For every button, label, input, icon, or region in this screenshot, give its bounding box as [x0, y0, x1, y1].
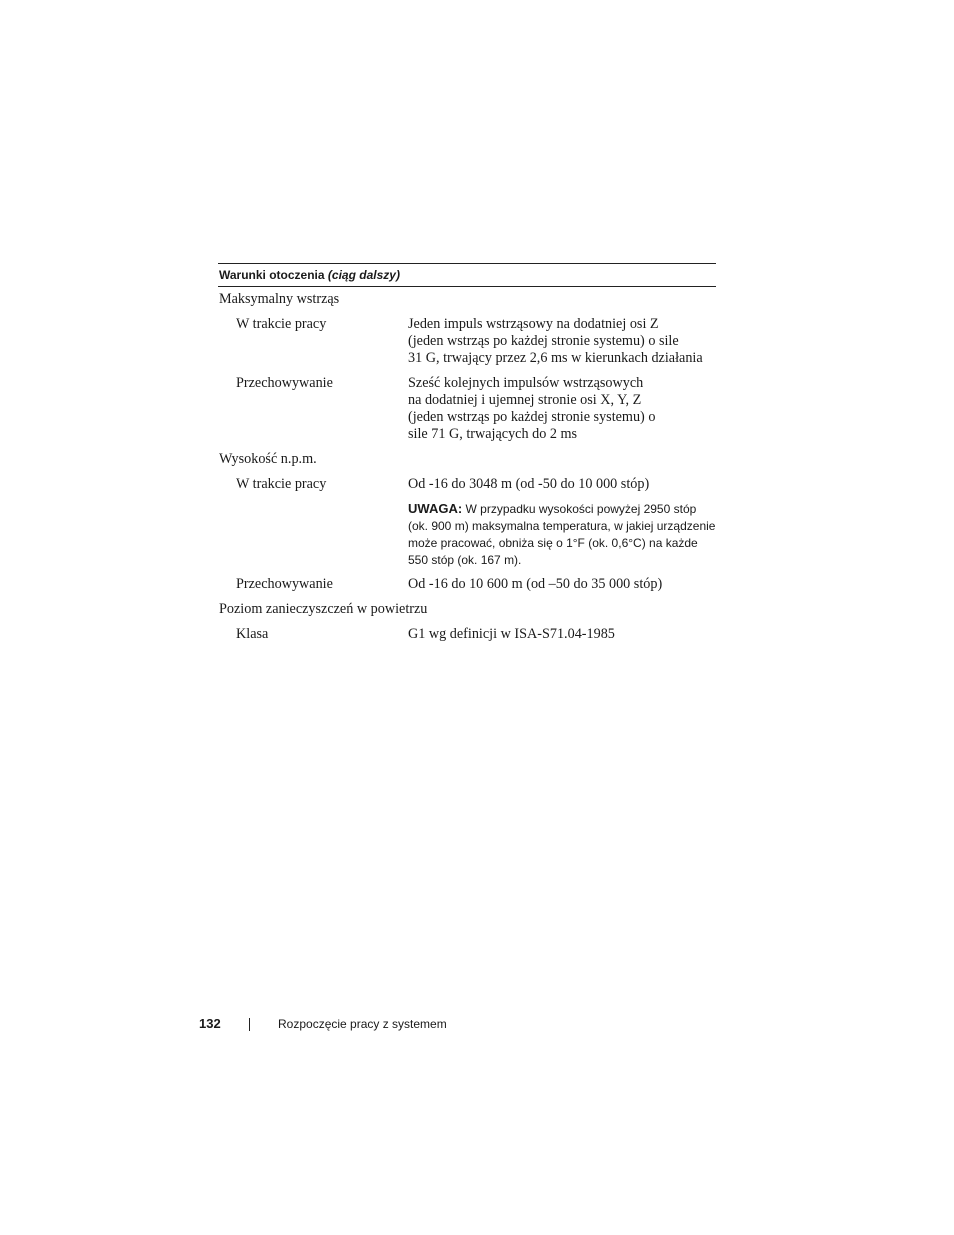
- row-value-shock-storage: [408, 375, 655, 443]
- value-line: (jeden wstrząs po każdej stronie systemu) o sile: [408, 333, 679, 349]
- note-line: 550 stóp (ok. 167 m).: [408, 553, 522, 567]
- note-text: W przypadku wysokości powyżej 2950 stóp: [465, 502, 697, 516]
- row-label-shock-operating: W trakcie pracy: [236, 316, 327, 332]
- row-label-shock-storage: Przechowywanie: [236, 375, 333, 391]
- chapter-title: Rozpoczęcie pracy z systemem: [278, 1017, 447, 1031]
- note-line: (ok. 900 m) maksymalna temperatura, w jakiej urządzenie: [408, 519, 716, 533]
- footer-divider: [249, 1018, 250, 1031]
- section-label-altitude: Wysokość n.p.m.: [219, 451, 317, 467]
- page-number: 132: [199, 1016, 221, 1031]
- value-line: (jeden wstrząs po każdej stronie systemu) o: [408, 409, 656, 425]
- row-value-altitude-operating: Od -16 do 3048 m (od -50 do 10 000 stóp): [408, 476, 650, 492]
- value-line: sile 71 G, trwających do 2 ms: [408, 426, 578, 442]
- value-line: Sześć kolejnych impulsów wstrząsowych: [408, 375, 644, 391]
- row-label-altitude-operating: W trakcie pracy: [236, 476, 327, 492]
- table-header-title: Warunki otoczenia: [219, 268, 325, 282]
- environment-spec-table: [218, 263, 716, 287]
- section-label-airborne-contaminant: Poziom zanieczyszczeń w powietrzu: [219, 601, 428, 617]
- value-line: Jeden impuls wstrząsowy na dodatniej osi Z: [408, 316, 659, 332]
- value-line: 31 G, trwający przez 2,6 ms w kierunkach działania: [408, 350, 703, 366]
- note-line: [408, 500, 715, 518]
- section-label-max-shock: Maksymalny wstrząs: [219, 291, 340, 307]
- table-header: [218, 263, 716, 287]
- row-value-shock-operating: [408, 316, 703, 367]
- row-label-altitude-storage: Przechowywanie: [236, 576, 333, 592]
- note-line: może pracować, obniża się o 1°F (ok. 0,6°C) na każde: [408, 536, 698, 550]
- row-value-altitude-storage: Od -16 do 10 600 m (od –50 do 35 000 stóp): [408, 576, 663, 592]
- altitude-note: [408, 500, 715, 569]
- row-label-class: Klasa: [236, 626, 269, 642]
- value-line: na dodatniej i ujemnej stronie osi X, Y, Z: [408, 392, 642, 408]
- note-label: UWAGA:: [408, 501, 463, 516]
- row-value-class: G1 wg definicji w ISA-S71.04-1985: [408, 626, 615, 642]
- table-header-suffix: (ciąg dalszy): [327, 268, 400, 282]
